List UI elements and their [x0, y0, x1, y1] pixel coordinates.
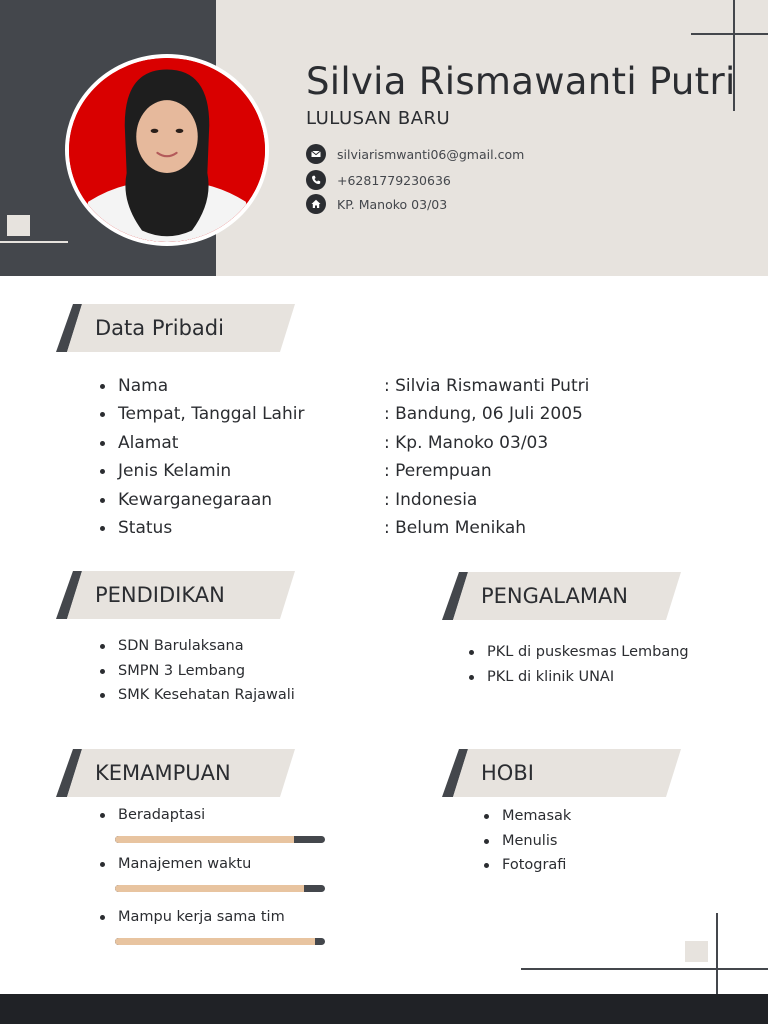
- skill-item: [98, 805, 338, 825]
- email-icon: [306, 144, 326, 164]
- section-title: KEMAMPUAN: [95, 761, 231, 785]
- decorative-line: [691, 33, 768, 35]
- list-item: SMK Kesehatan Rajawali: [98, 683, 295, 708]
- list-item: Kewarganegaraan : Indonesia: [98, 486, 304, 514]
- decorative-square: [7, 215, 30, 236]
- skill-bar: [115, 836, 325, 843]
- skill-bar-fill: [115, 938, 315, 945]
- list-item: Memasak: [482, 804, 571, 829]
- list-item: PKL di klinik UNAI: [467, 665, 689, 690]
- experience-list: [467, 640, 689, 689]
- list-item: PKL di puskesmas Lembang: [467, 640, 689, 665]
- section-heading-education: [55, 571, 297, 619]
- decorative-square: [685, 941, 708, 962]
- full-name: Silvia Rismawanti Putri: [306, 60, 736, 103]
- personal-data-list: [98, 372, 590, 542]
- skill-item: [98, 907, 338, 927]
- section-heading-experience: [441, 572, 683, 620]
- skill-bar: [115, 938, 325, 945]
- decorative-line: [521, 968, 768, 970]
- skill-label: Mampu kerja sama tim: [98, 907, 338, 927]
- address-text: KP. Manoko 03/03: [337, 196, 448, 212]
- section-heading-hobbies: [441, 749, 683, 797]
- email-text: silviarismwanti06@gmail.com: [337, 146, 525, 162]
- skill-label: Manajemen waktu: [98, 854, 338, 874]
- phone-icon: [306, 170, 326, 190]
- section-title: PENDIDIKAN: [95, 583, 225, 607]
- skill-label: Beradaptasi: [98, 805, 338, 825]
- list-item: Jenis Kelamin : Perempuan: [98, 457, 304, 485]
- contact-email: [306, 144, 524, 164]
- footer-band: [0, 994, 768, 1024]
- list-item: Status : Belum Menikah: [98, 514, 304, 542]
- home-icon: [306, 194, 326, 214]
- list-item: Fotografi: [482, 853, 571, 878]
- list-item: Menulis: [482, 829, 571, 854]
- skill-bar-fill: [115, 836, 294, 843]
- section-heading-skills: [55, 749, 297, 797]
- job-title: LULUSAN BARU: [306, 108, 451, 129]
- phone-text: +6281779230636: [337, 172, 451, 188]
- skill-bar-fill: [115, 885, 304, 892]
- education-list: [98, 634, 295, 708]
- list-item: Nama : Silvia Rismawanti Putri: [98, 372, 304, 400]
- list-item: Tempat, Tanggal Lahir : Bandung, 06 Juli 2005: [98, 400, 304, 428]
- hobbies-list: [482, 804, 571, 878]
- section-title: Data Pribadi: [95, 316, 224, 340]
- section-heading-personal: [55, 304, 297, 352]
- section-title: PENGALAMAN: [481, 584, 629, 608]
- contact-address: [306, 194, 447, 214]
- skill-item: [98, 854, 338, 874]
- list-item: SMPN 3 Lembang: [98, 659, 295, 684]
- list-item: Alamat : Kp. Manoko 03/03: [98, 429, 304, 457]
- section-title: HOBI: [481, 761, 534, 785]
- decorative-line: [0, 241, 68, 243]
- profile-photo: [65, 54, 269, 246]
- list-item: SDN Barulaksana: [98, 634, 295, 659]
- skill-bar: [115, 885, 325, 892]
- contact-phone: [306, 170, 451, 190]
